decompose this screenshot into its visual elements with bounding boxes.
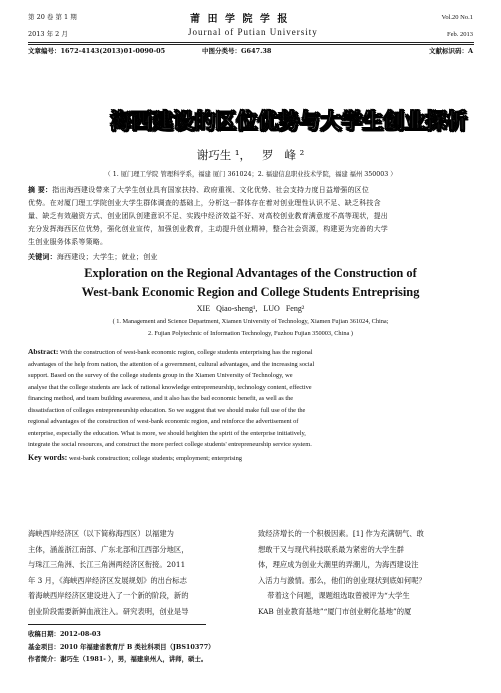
journal-name-cn: 莆 田 学 院 学 报	[190, 14, 290, 25]
body-line: 想敢干又与现代科技联系最为紧密的大学生群	[258, 544, 404, 554]
title-en-line-1: Exploration on the Regional Advantages of the Construction of	[84, 266, 417, 280]
authors-cn: 谢巧生 ¹， 罗 峰 ²	[196, 148, 305, 162]
received-date: 收稿日期：2012-08-03	[28, 630, 101, 638]
authors-en: XIE Qiao-sheng¹, LUO Feng²	[196, 304, 305, 313]
body-line: 着海峡西岸经济区建设进入了一个新的阶段，新的	[28, 591, 189, 600]
abstract-cn-line: 指出海西建设带来了大学生创业具有国家扶持、政府重视、文化优势、社会支持力度日益增强的区位	[52, 186, 370, 194]
body-line: 海峡西岸经济区（以下简称海西区）以福建为	[28, 529, 174, 538]
affiliation-en-2: 2. Fujian Polytechnic of Information Technology, Fuzhou Fujian 350003, China )	[148, 330, 353, 337]
body-line: 致经济增长的一个积极因素。[1] 作为充满朝气、敢	[258, 529, 424, 538]
body-line: 带着这个问题，课题组选取曾被评为“大学生	[258, 591, 410, 600]
abstract-cn-line: 充分发挥海西区位优势，强化创业宣传，加强创业教育，主动提升创业精神，整合社会资源，构建更为完善的大学	[28, 225, 388, 233]
abstract-en-label: Abstract:	[28, 347, 59, 356]
header-rule-top	[28, 42, 474, 43]
date-cn: 2013 年 2 月	[28, 30, 68, 38]
affiliation-cn: （ 1. 厦门理工学院 管理科学系，福建 厦门 361024；2. 福建信息职业技术学院，福建 福州 350003 ）	[104, 171, 397, 178]
class-number: 中图分类号：G647.38	[202, 47, 272, 55]
footnotes	[28, 628, 215, 666]
body-line: 入活力与激情。那么，他们的创业现状到底如何呢？	[258, 575, 426, 585]
abstract-cn-line: 优势。在对厦门理工学院创业大学生群体调查的基础上，分析这一群体存在着对创业理性认识不足、缺乏科技含	[28, 199, 381, 207]
body-column-left	[28, 526, 246, 619]
keywords-en-label: Key words:	[28, 452, 68, 462]
abstract-en-line: support. Based on the survey of the college students group in the Xiamen University of Technology, we	[28, 372, 293, 379]
title-cn: 海西建设的区位优势与大学生创业探析	[110, 109, 467, 133]
abstract-en-line: analyse that the college students are lack of rational knowledge entrepreneurship, technology content, effective	[28, 383, 312, 391]
fund-info: 基金项目：2010 年福建省教育厅 B 类社科项目（JBS10377）	[28, 642, 215, 651]
author-bio: 作者简介：谢巧生（1981- ），男，福建泉州人，讲师，硕士。	[28, 655, 208, 663]
abstract-en-line: enterprise, especially the education. What is more, we should heighten the spirit of the enterprise initiatively,	[28, 429, 306, 437]
body-line: 年 3 月，《海峡西岸经济区发展规划》的出台标志	[28, 575, 187, 585]
footnote-rule	[28, 624, 206, 625]
volume-cn: 第 20 卷 第 1 期	[28, 13, 77, 21]
date-en: Feb. 2013	[447, 31, 473, 38]
volume-en: Vol.20 No.1	[441, 14, 473, 21]
body-line: KAB 创业教育基地”“厦门市创业孵化基地”的厦	[258, 606, 412, 616]
abstract-cn-line: 量、缺乏有效融资方式、创业团队创建意识不足、实践中经济效益不好、对高校创业教育满意度不高等现状，提出	[28, 212, 388, 220]
abstract-en-line: advantages of the help from nation, the attention of a government, cultural advantages, and the increasing social	[28, 360, 315, 368]
abstract-cn-label: 摘 要：	[28, 185, 53, 194]
body-line: 与珠江三角洲、长江三角洲两经济区衔接。2011	[28, 560, 186, 569]
journal-name-en: Journal of Putian University	[188, 27, 318, 37]
abstract-cn	[28, 183, 476, 264]
abstract-en-line: With the construction of west-bank economic region, college students enterprising has the regional	[59, 349, 313, 356]
body-column-right	[258, 526, 476, 619]
title-en-line-2: West-bank Economic Region and College Students Entreprising	[81, 285, 420, 299]
abstract-en-line: regional advantages of the construction of west-bank economic region, and reinforce the advertisement of	[28, 418, 299, 425]
keywords-en: west-bank construction; college students; employment; enterprising	[68, 454, 242, 462]
affiliation-en-1: ( 1. Management and Science Department, Xiamen University of Technology, Xiamen Fujian 361024, China;	[112, 318, 389, 325]
body-line: 体，理应成为创业大潮里的弄潮儿，为海西建设注	[258, 560, 419, 569]
doc-code: 文献标识码：A	[428, 47, 473, 55]
title-cn-block	[110, 105, 467, 137]
keywords-cn: 海西建设；大学生；就业；创业	[56, 253, 158, 261]
header-rule-bottom	[28, 44, 474, 45]
body-line: 创业阶段需要新鲜血液注入。研究表明，创业是导	[28, 606, 189, 616]
abstract-cn-line: 生创业服务体系等策略。	[28, 238, 108, 246]
abstract-en-line: dissatisfaction of colleges entrepreneurship education. So we suggest that we should make full use of the the	[28, 406, 306, 414]
abstract-en-line: financing method, and team building awareness, and it also has the bad economic benefit, as well as the	[28, 395, 294, 402]
body-line: 主体，涵盖浙江南部、广东北部和江西部分地区，	[28, 544, 189, 554]
article-number: 文章编号：1672-4143(2013)01-0090-05	[28, 47, 166, 55]
abstract-en-line: integrate the social resources, and construct the more perfect college students' entrepreneurship service system.	[28, 441, 312, 448]
abstract-en	[28, 346, 478, 464]
keywords-cn-label: 关键词：	[28, 252, 57, 261]
